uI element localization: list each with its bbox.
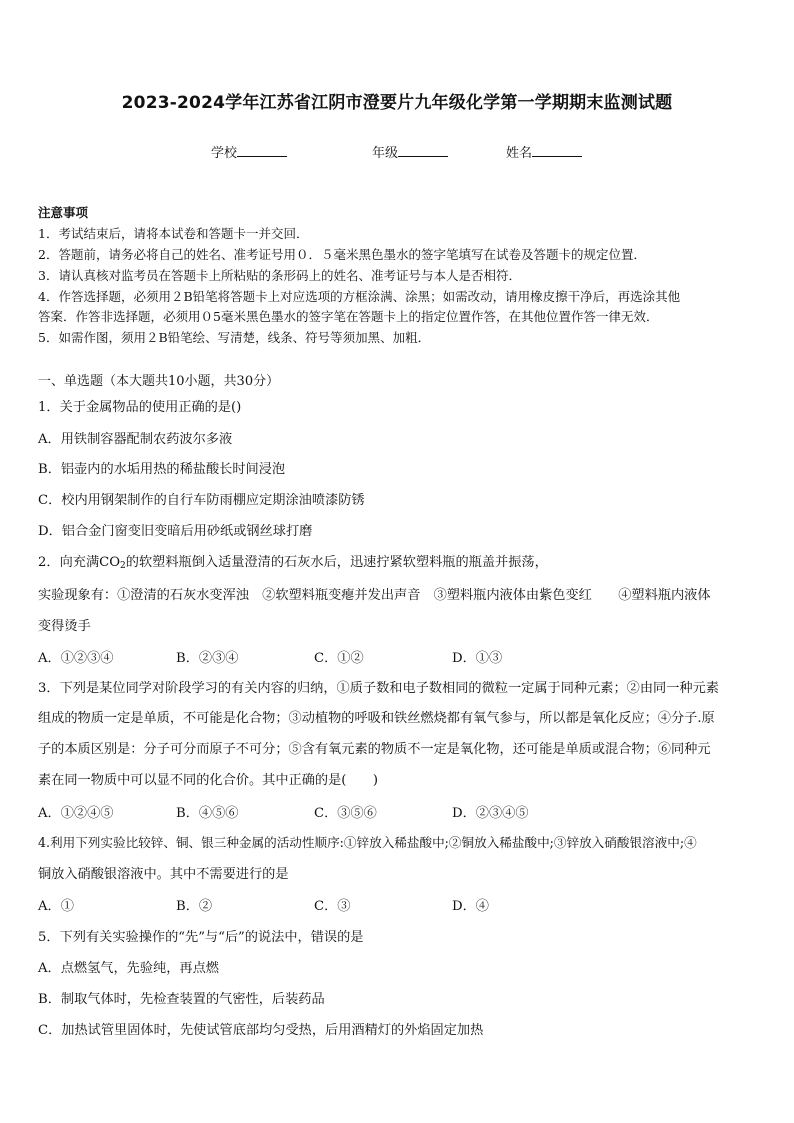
- grade-field: [372, 142, 448, 161]
- note-item-5: 5．如需作图，须用２B铅笔绘、写清楚，线条、符号等须加黑、加粗．: [38, 330, 431, 345]
- question-4-option-d: D．④: [452, 899, 489, 914]
- question-3-option-a: A．①②④⑤: [38, 806, 114, 821]
- question-5-option-b: B．制取气体时，先检查装置的气密性，后装药品: [38, 992, 325, 1007]
- note-item-1: 1．考试结束后，请将本试卷和答题卡一并交回．: [38, 226, 309, 241]
- question-3-line-1: 3．下列是某位同学对阶段学习的有关内容的归纳，①质子数和电子数相同的微粒一定属于同种元素；②由同一种元素: [38, 681, 719, 696]
- question-4-option-a: A．①: [38, 899, 74, 914]
- question-3-option-b: B．④⑤⑥: [176, 806, 239, 821]
- question-5-option-c: C．加热试管里固体时，先使试管底部均匀受热，后用酒精灯的外焰固定加热: [38, 1023, 484, 1038]
- name-label: 姓名: [506, 146, 533, 161]
- grade-blank: [398, 144, 448, 157]
- question-2-stem-pre: 2．向充满CO: [38, 555, 121, 570]
- question-4-option-c: C．③: [314, 899, 351, 914]
- question-2-option-c: C．①②: [314, 651, 364, 666]
- question-5-option-a: A．点燃氢气，先验纯，再点燃: [38, 961, 219, 976]
- question-2-phenomena-cont: 变得烫手: [38, 619, 91, 634]
- co2-subscript: 2: [120, 561, 126, 571]
- question-1-stem: 1．关于金属物品的使用正确的是(): [38, 400, 242, 415]
- school-blank: [237, 144, 287, 157]
- question-1-option-a: A．用铁制容器配制农药波尔多液: [38, 432, 233, 447]
- name-blank: [532, 144, 582, 157]
- note-item-3: 3．请认真核对监考员在答题卡上所粘贴的条形码上的姓名、准考证号与本人是否相符．: [38, 268, 521, 283]
- question-2-option-d: D．①③: [452, 651, 503, 666]
- question-2-option-a: A．①②③④: [38, 651, 114, 666]
- question-1-option-b: B．铝壶内的水垢用热的稀盐酸长时间浸泡: [38, 462, 286, 477]
- question-5-stem: 5．下列有关实验操作的“先”与“后”的说法中，错误的是: [38, 930, 364, 945]
- question-3-line-2: 组成的物质一定是单质，不可能是化合物；③动植物的呼吸和铁丝燃烧都有氧气参与，所以都是氧化反应；④分子.原: [38, 711, 715, 726]
- grade-label: 年级: [372, 146, 399, 161]
- question-4-option-b: B．②: [176, 899, 213, 914]
- question-2-stem: [38, 551, 548, 571]
- name-field: [506, 142, 582, 161]
- section-heading: 一、单选题（本大题共10小题，共30分）: [38, 374, 280, 389]
- note-item-4-cont: 答案．作答非选择题，必须用０5毫米黑色墨水的签字笔在答题卡上的指定位置作答，在其他位置作答一律无效．: [38, 309, 659, 324]
- question-2-stem-post: 的软塑料瓶倒入适量澄清的石灰水后，迅速拧紧软塑料瓶的瓶盖并振荡，: [125, 555, 548, 570]
- school-field: [211, 142, 287, 161]
- notes-heading: 注意事项: [38, 205, 89, 220]
- question-1-option-d: D．铝合金门窗变旧变暗后用砂纸或钢丝球打磨: [38, 524, 313, 539]
- question-3-option-d: D．②③④⑤: [452, 806, 529, 821]
- question-3-line-4: 素在同一物质中可以显不同的化合价。其中正确的是( ): [38, 773, 378, 788]
- school-label: 学校: [211, 146, 238, 161]
- question-2-phenomena: 实验现象有：①澄清的石灰水变浑浊 ②软塑料瓶变瘪并发出声音 ③塑料瓶内液体由紫色变红 ④塑料瓶内液体: [38, 588, 711, 603]
- question-1-option-c: C．校内用钢架制作的自行车防雨棚应定期涂油喷漆防锈: [38, 493, 365, 508]
- question-4-line-1: 4.利用下列实验比较锌、铜、银三种金属的活动性顺序:①锌放入稀盐酸中;②铜放入稀盐酸中;③锌放入硝酸银溶液中;④: [38, 835, 697, 850]
- note-item-4: 4．作答选择题，必须用２B铅笔将答题卡上对应选项的方框涂满、涂黑；如需改动，请用橡皮擦干净后，再选涂其他: [38, 289, 681, 304]
- question-2-option-b: B．②③④: [176, 651, 239, 666]
- question-4-line-2: 铜放入硝酸银溶液中。其中不需要进行的是: [38, 867, 289, 882]
- exam-title: 2023-2024学年江苏省江阴市澄要片九年级化学第一学期期末监测试题: [121, 93, 673, 113]
- question-3-option-c: C．③⑤⑥: [314, 806, 377, 821]
- question-3-line-3: 子的本质区别是：分子可分而原子不可分；⑤含有氧元素的物质不一定是氧化物，还可能是单质或混合物；⑥同种元: [38, 742, 711, 757]
- note-item-2: 2．答题前，请务必将自己的姓名、准考证号用０．５毫米黑色墨水的签字笔填写在试卷及答题卡的规定位置．: [38, 247, 646, 262]
